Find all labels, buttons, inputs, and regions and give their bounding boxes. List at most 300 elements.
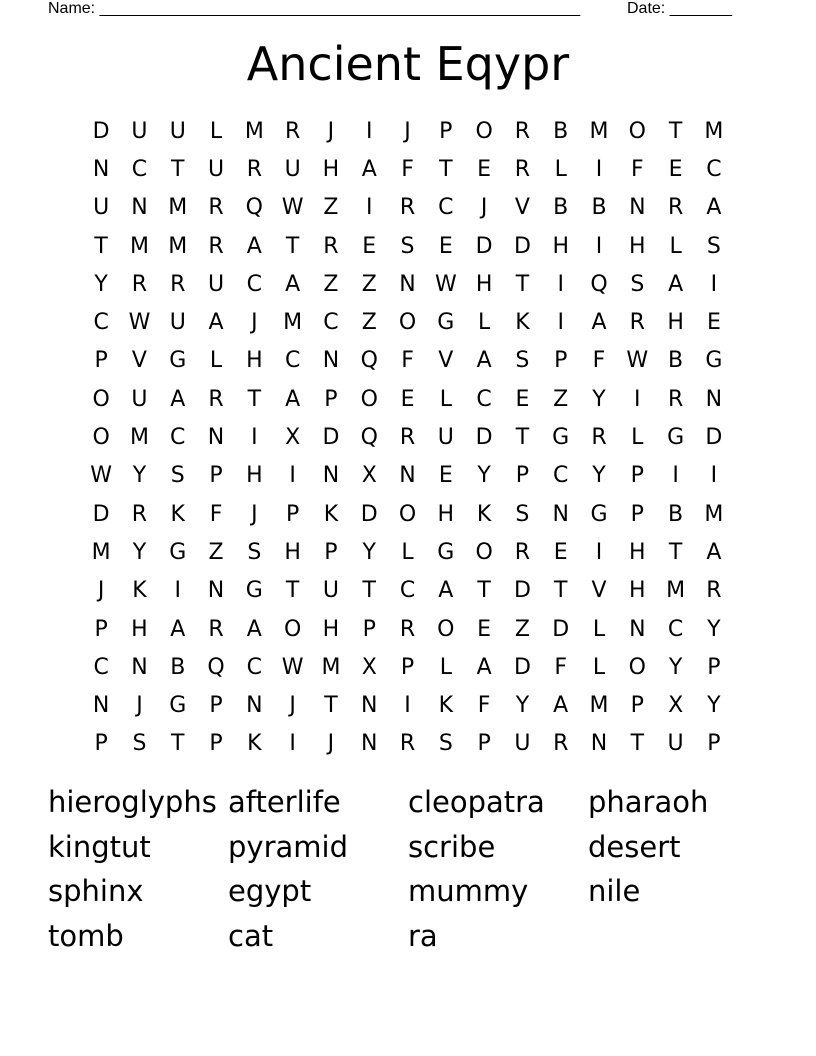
grid-letter: P bbox=[707, 654, 721, 680]
grid-letter: C bbox=[170, 425, 186, 451]
grid-letter: G bbox=[667, 425, 685, 451]
date-field-label: Date: _______ bbox=[627, 0, 732, 17]
word-list-item: cleopatra bbox=[408, 785, 545, 819]
grid-letter: N bbox=[246, 693, 263, 719]
grid-letter: P bbox=[554, 348, 568, 374]
grid-letter: T bbox=[324, 693, 338, 719]
grid-letter: L bbox=[439, 654, 452, 680]
grid-letter: Z bbox=[208, 539, 224, 565]
grid-letter: D bbox=[475, 425, 493, 451]
grid-letter: N bbox=[322, 348, 340, 374]
grid-letter: H bbox=[322, 616, 340, 642]
grid-letter: R bbox=[170, 271, 186, 297]
grid-letter: H bbox=[246, 348, 263, 374]
grid-letter: J bbox=[327, 731, 335, 757]
grid-letter: C bbox=[93, 654, 109, 680]
grid-letter: P bbox=[362, 616, 376, 642]
grid-letter: Y bbox=[94, 271, 108, 297]
word-list-item: kingtut bbox=[48, 829, 151, 864]
grid-letter: E bbox=[706, 310, 721, 336]
grid-letter: P bbox=[707, 731, 721, 757]
grid-letter: A bbox=[361, 156, 377, 182]
grid-letter: I bbox=[595, 539, 603, 565]
grid-letter: T bbox=[515, 425, 530, 451]
grid-letter: M bbox=[168, 233, 188, 259]
grid-letter: G bbox=[590, 501, 608, 527]
grid-letter: U bbox=[169, 118, 186, 144]
grid-letter: K bbox=[132, 578, 147, 604]
grid-letter: T bbox=[362, 578, 376, 604]
grid-letter: B bbox=[668, 501, 684, 527]
grid-letter: T bbox=[553, 578, 568, 604]
grid-letter: O bbox=[92, 386, 110, 412]
word-list-item: cat bbox=[228, 919, 274, 954]
grid-letter: W bbox=[128, 310, 151, 336]
grid-letter: B bbox=[553, 195, 569, 221]
grid-letter: O bbox=[360, 386, 378, 412]
grid-letter: U bbox=[284, 156, 301, 182]
grid-letter: C bbox=[438, 195, 454, 221]
grid-letter: Y bbox=[668, 654, 683, 680]
grid-letter: U bbox=[93, 195, 110, 221]
grid-letter: T bbox=[668, 118, 683, 144]
grid-letter: L bbox=[209, 348, 223, 374]
grid-letter: H bbox=[284, 539, 301, 565]
header-line bbox=[48, 0, 748, 20]
grid-letter: C bbox=[706, 156, 722, 182]
grid-letter: F bbox=[592, 348, 606, 374]
grid-letter: M bbox=[666, 578, 686, 604]
grid-letter: N bbox=[92, 156, 110, 182]
grid-letter: G bbox=[169, 539, 187, 565]
grid-letter: P bbox=[209, 693, 223, 719]
grid-letter: R bbox=[399, 616, 416, 642]
grid-letter: I bbox=[710, 271, 718, 297]
grid-letter: A bbox=[706, 539, 722, 565]
grid-letter: A bbox=[476, 348, 492, 374]
grid-letter: C bbox=[246, 271, 263, 297]
word-list-item: nile bbox=[588, 874, 641, 909]
grid-letter: E bbox=[477, 156, 492, 182]
grid-letter: Z bbox=[361, 271, 377, 297]
grid-letter: S bbox=[515, 348, 530, 374]
grid-letter: H bbox=[437, 501, 455, 527]
grid-letter: D bbox=[322, 425, 340, 451]
word-list-item: tomb bbox=[48, 919, 124, 954]
grid-letter: S bbox=[170, 463, 185, 489]
grid-letter: A bbox=[246, 616, 262, 642]
grid-letter: R bbox=[208, 616, 224, 642]
grid-letter: R bbox=[399, 195, 416, 221]
grid-letter: I bbox=[289, 731, 296, 757]
word-list-item: hieroglyphs bbox=[48, 785, 217, 819]
grid-letter: N bbox=[207, 578, 225, 604]
grid-letter: A bbox=[285, 271, 301, 297]
grid-letter: M bbox=[244, 118, 264, 144]
grid-letter: R bbox=[208, 233, 224, 259]
grid-letter: C bbox=[476, 386, 492, 412]
letter-grid bbox=[82, 112, 733, 763]
grid-letter: R bbox=[131, 501, 148, 527]
grid-letter: N bbox=[92, 693, 110, 719]
grid-letter: M bbox=[589, 693, 609, 719]
grid-letter: I bbox=[672, 463, 679, 489]
grid-letter: N bbox=[629, 616, 646, 642]
grid-letter: R bbox=[246, 156, 262, 182]
grid-letter: S bbox=[400, 233, 415, 259]
grid-letter: E bbox=[362, 233, 377, 259]
grid-letter: O bbox=[475, 539, 493, 565]
word-list-item: egypt bbox=[228, 874, 312, 909]
grid-letter: O bbox=[398, 501, 417, 527]
grid-letter: A bbox=[553, 693, 569, 719]
grid-letter: P bbox=[630, 463, 644, 489]
grid-letter: U bbox=[514, 731, 531, 757]
grid-letter: G bbox=[552, 425, 570, 451]
grid-letter: O bbox=[283, 616, 302, 642]
grid-letter: C bbox=[131, 156, 148, 182]
grid-letter: I bbox=[710, 463, 718, 489]
grid-letter: J bbox=[289, 693, 296, 719]
grid-letter: E bbox=[477, 616, 492, 642]
grid-letter: R bbox=[667, 386, 684, 412]
grid-letter: Q bbox=[360, 348, 378, 374]
grid-letter: A bbox=[170, 616, 186, 642]
grid-letter: X bbox=[285, 425, 301, 451]
grid-letter: R bbox=[514, 156, 531, 182]
grid-letter: R bbox=[706, 578, 722, 604]
grid-letter: T bbox=[171, 731, 185, 757]
grid-letter: F bbox=[477, 693, 491, 719]
grid-letter: W bbox=[626, 348, 649, 374]
grid-letter: S bbox=[630, 271, 645, 297]
grid-letter: C bbox=[284, 348, 301, 374]
grid-letter: Z bbox=[514, 616, 530, 642]
grid-letter: F bbox=[554, 654, 568, 680]
grid-letter: O bbox=[475, 118, 493, 144]
grid-letter: H bbox=[475, 271, 493, 297]
grid-letter: N bbox=[131, 195, 148, 221]
grid-letter: H bbox=[667, 310, 684, 336]
word-list-item: desert bbox=[588, 829, 681, 864]
grid-letter: R bbox=[591, 425, 607, 451]
grid-letter: W bbox=[281, 654, 304, 680]
grid-letter: B bbox=[591, 195, 607, 221]
grid-letter: N bbox=[131, 654, 148, 680]
grid-letter: L bbox=[477, 310, 491, 336]
grid-letter: M bbox=[168, 195, 188, 221]
grid-letter: P bbox=[94, 616, 108, 642]
grid-letter: W bbox=[434, 271, 457, 297]
grid-letter: S bbox=[247, 539, 262, 565]
grid-letter: U bbox=[207, 156, 225, 182]
grid-letter: M bbox=[589, 118, 609, 144]
grid-letter: C bbox=[667, 616, 684, 642]
grid-letter: L bbox=[669, 233, 682, 259]
grid-letter: D bbox=[513, 578, 531, 604]
grid-letter: N bbox=[705, 386, 723, 412]
word-list-item: scribe bbox=[408, 829, 496, 864]
grid-letter: X bbox=[361, 654, 377, 680]
word-list bbox=[48, 780, 768, 959]
grid-letter: I bbox=[251, 425, 258, 451]
grid-letter: I bbox=[595, 233, 603, 259]
grid-letter: O bbox=[92, 425, 110, 451]
grid-letter: Y bbox=[132, 463, 147, 489]
grid-letter: S bbox=[132, 731, 147, 757]
grid-letter: D bbox=[92, 118, 110, 144]
grid-letter: N bbox=[552, 501, 569, 527]
grid-letter: M bbox=[91, 539, 111, 565]
grid-letter: T bbox=[94, 233, 108, 259]
grid-letter: K bbox=[170, 501, 185, 527]
page-title: Ancient Eqypr bbox=[246, 37, 570, 91]
grid-letter: T bbox=[285, 578, 300, 604]
grid-letter: R bbox=[553, 731, 569, 757]
grid-letter: N bbox=[360, 693, 378, 719]
grid-letter: J bbox=[251, 501, 258, 527]
grid-letter: D bbox=[513, 233, 531, 259]
grid-letter: H bbox=[552, 233, 569, 259]
grid-letter: G bbox=[437, 310, 455, 336]
grid-letter: H bbox=[131, 616, 148, 642]
grid-letter: Y bbox=[707, 693, 721, 719]
grid-letter: L bbox=[631, 425, 644, 451]
grid-letter: W bbox=[90, 463, 113, 489]
grid-letter: G bbox=[169, 693, 187, 719]
grid-letter: R bbox=[629, 310, 645, 336]
grid-letter: A bbox=[706, 195, 722, 221]
grid-letter: E bbox=[438, 233, 453, 259]
grid-letter: N bbox=[322, 463, 340, 489]
grid-letter: Q bbox=[360, 425, 378, 451]
grid-letter: K bbox=[515, 310, 530, 336]
grid-letter: R bbox=[667, 195, 684, 221]
grid-letter: O bbox=[628, 654, 646, 680]
grid-letter: P bbox=[477, 731, 491, 757]
grid-letter: R bbox=[514, 118, 531, 144]
grid-letter: D bbox=[552, 616, 570, 642]
grid-letter: U bbox=[207, 271, 225, 297]
grid-letter: P bbox=[94, 731, 108, 757]
grid-letter: E bbox=[668, 156, 683, 182]
grid-letter: K bbox=[476, 501, 492, 527]
grid-letter: P bbox=[630, 501, 644, 527]
grid-letter: P bbox=[324, 539, 338, 565]
grid-letter: C bbox=[553, 463, 569, 489]
grid-letter: E bbox=[438, 463, 453, 489]
grid-letter: J bbox=[404, 118, 411, 144]
grid-letter: P bbox=[630, 693, 644, 719]
grid-letter: O bbox=[398, 310, 417, 336]
grid-letter: I bbox=[289, 463, 296, 489]
grid-letter: H bbox=[629, 578, 646, 604]
grid-letter: U bbox=[322, 578, 339, 604]
grid-letter: Y bbox=[592, 386, 606, 412]
grid-letter: R bbox=[208, 386, 224, 412]
grid-letter: R bbox=[323, 233, 339, 259]
grid-letter: T bbox=[247, 386, 262, 412]
grid-letter: A bbox=[438, 578, 454, 604]
grid-letter: I bbox=[595, 156, 603, 182]
grid-letter: K bbox=[323, 501, 339, 527]
grid-letter: N bbox=[207, 425, 225, 451]
grid-letter: D bbox=[475, 233, 493, 259]
grid-letter: I bbox=[557, 310, 564, 336]
grid-letter: D bbox=[705, 425, 723, 451]
grid-letter: L bbox=[401, 539, 414, 565]
grid-letter: F bbox=[401, 348, 414, 374]
grid-letter: P bbox=[285, 501, 300, 527]
grid-letter: W bbox=[281, 195, 304, 221]
grid-letter: E bbox=[400, 386, 415, 412]
grid-letter: N bbox=[399, 463, 416, 489]
grid-letter: T bbox=[477, 578, 491, 604]
grid-letter: P bbox=[324, 386, 338, 412]
grid-letter: X bbox=[361, 463, 377, 489]
grid-letter: M bbox=[129, 233, 149, 259]
grid-letter: C bbox=[93, 310, 109, 336]
grid-letter: S bbox=[515, 501, 530, 527]
grid-letter: I bbox=[557, 271, 564, 297]
grid-letter: L bbox=[209, 118, 223, 144]
grid-letter: I bbox=[404, 693, 411, 719]
grid-letter: Q bbox=[207, 654, 225, 680]
grid-letter: U bbox=[131, 118, 148, 144]
grid-letter: R bbox=[284, 118, 301, 144]
grid-letter: S bbox=[706, 233, 721, 259]
grid-letter: A bbox=[285, 386, 301, 412]
grid-letter: Z bbox=[553, 386, 569, 412]
grid-letter: N bbox=[360, 731, 378, 757]
grid-letter: X bbox=[668, 693, 684, 719]
grid-letter: T bbox=[668, 539, 683, 565]
grid-letter: I bbox=[365, 118, 373, 144]
grid-letter: T bbox=[515, 271, 530, 297]
grid-letter: Y bbox=[132, 539, 147, 565]
grid-letter: J bbox=[327, 118, 335, 144]
grid-letter: R bbox=[514, 539, 531, 565]
grid-letter: Z bbox=[361, 310, 377, 336]
grid-letter: R bbox=[208, 195, 224, 221]
grid-letter: P bbox=[515, 463, 530, 489]
grid-letter: U bbox=[169, 310, 186, 336]
grid-letter: Z bbox=[323, 271, 339, 297]
grid-letter: A bbox=[208, 310, 224, 336]
grid-letter: Y bbox=[592, 463, 606, 489]
grid-letter: C bbox=[399, 578, 416, 604]
grid-letter: H bbox=[629, 539, 646, 565]
grid-letter: U bbox=[131, 386, 148, 412]
grid-letter: C bbox=[246, 654, 263, 680]
grid-letter: Q bbox=[590, 271, 608, 297]
grid-letter: C bbox=[323, 310, 339, 336]
word-list-item: mummy bbox=[408, 874, 529, 909]
grid-letter: P bbox=[439, 118, 453, 144]
grid-letter: M bbox=[283, 310, 303, 336]
grid-letter: Y bbox=[362, 539, 376, 565]
word-list-item: sphinx bbox=[48, 874, 144, 909]
grid-letter: G bbox=[437, 539, 455, 565]
grid-letter: K bbox=[438, 693, 454, 719]
grid-letter: N bbox=[590, 731, 608, 757]
grid-letter: I bbox=[174, 578, 181, 604]
grid-letter: P bbox=[209, 731, 223, 757]
grid-letter: H bbox=[322, 156, 340, 182]
grid-letter: M bbox=[321, 654, 341, 680]
grid-letter: S bbox=[438, 731, 453, 757]
grid-letter: B bbox=[668, 348, 684, 374]
grid-letter: U bbox=[437, 425, 454, 451]
grid-letter: B bbox=[553, 118, 569, 144]
grid-letter: P bbox=[400, 654, 415, 680]
grid-letter: B bbox=[170, 654, 186, 680]
grid-letter: N bbox=[629, 195, 646, 221]
word-list-item: pyramid bbox=[228, 829, 348, 864]
grid-letter: G bbox=[245, 578, 263, 604]
grid-letter: T bbox=[630, 731, 645, 757]
grid-letter: J bbox=[136, 693, 143, 719]
grid-letter: L bbox=[554, 156, 567, 182]
grid-letter: V bbox=[591, 578, 607, 604]
grid-letter: E bbox=[553, 539, 568, 565]
grid-letter: D bbox=[513, 654, 531, 680]
grid-letter: I bbox=[634, 386, 641, 412]
grid-letter: A bbox=[476, 654, 492, 680]
grid-letter: O bbox=[628, 118, 646, 144]
word-list-item: ra bbox=[408, 919, 438, 954]
grid-letter: V bbox=[438, 348, 454, 374]
grid-letter: J bbox=[480, 195, 488, 221]
grid-letter: L bbox=[592, 654, 606, 680]
grid-letter: L bbox=[439, 386, 452, 412]
grid-letter: K bbox=[247, 731, 262, 757]
grid-letter: A bbox=[246, 233, 262, 259]
word-list-item: afterlife bbox=[228, 785, 341, 819]
grid-letter: A bbox=[668, 271, 684, 297]
grid-letter: N bbox=[399, 271, 416, 297]
grid-letter: R bbox=[399, 731, 416, 757]
grid-letter: A bbox=[591, 310, 607, 336]
grid-letter: D bbox=[92, 501, 110, 527]
grid-letter: I bbox=[365, 195, 373, 221]
grid-letter: G bbox=[705, 348, 723, 374]
grid-letter: J bbox=[251, 310, 258, 336]
grid-letter: M bbox=[129, 425, 149, 451]
grid-letter: F bbox=[630, 156, 644, 182]
grid-letter: T bbox=[171, 156, 185, 182]
grid-letter: Y bbox=[707, 616, 721, 642]
grid-letter: Q bbox=[245, 195, 263, 221]
word-list-item: pharaoh bbox=[588, 785, 709, 819]
grid-letter: T bbox=[439, 156, 453, 182]
grid-letter: T bbox=[285, 233, 300, 259]
name-field-label: Name: ______________________________________________________ bbox=[48, 0, 581, 17]
grid-letter: D bbox=[360, 501, 378, 527]
grid-letter: U bbox=[667, 731, 684, 757]
grid-letter: Y bbox=[515, 693, 530, 719]
grid-letter: P bbox=[94, 348, 108, 374]
grid-letter: R bbox=[131, 271, 148, 297]
grid-letter: R bbox=[399, 425, 416, 451]
grid-letter: M bbox=[704, 118, 724, 144]
grid-letter: M bbox=[704, 501, 724, 527]
grid-letter: F bbox=[401, 156, 414, 182]
grid-letter: H bbox=[246, 463, 263, 489]
grid-letter: P bbox=[209, 463, 223, 489]
grid-letter: J bbox=[97, 578, 105, 604]
grid-letter: H bbox=[629, 233, 646, 259]
